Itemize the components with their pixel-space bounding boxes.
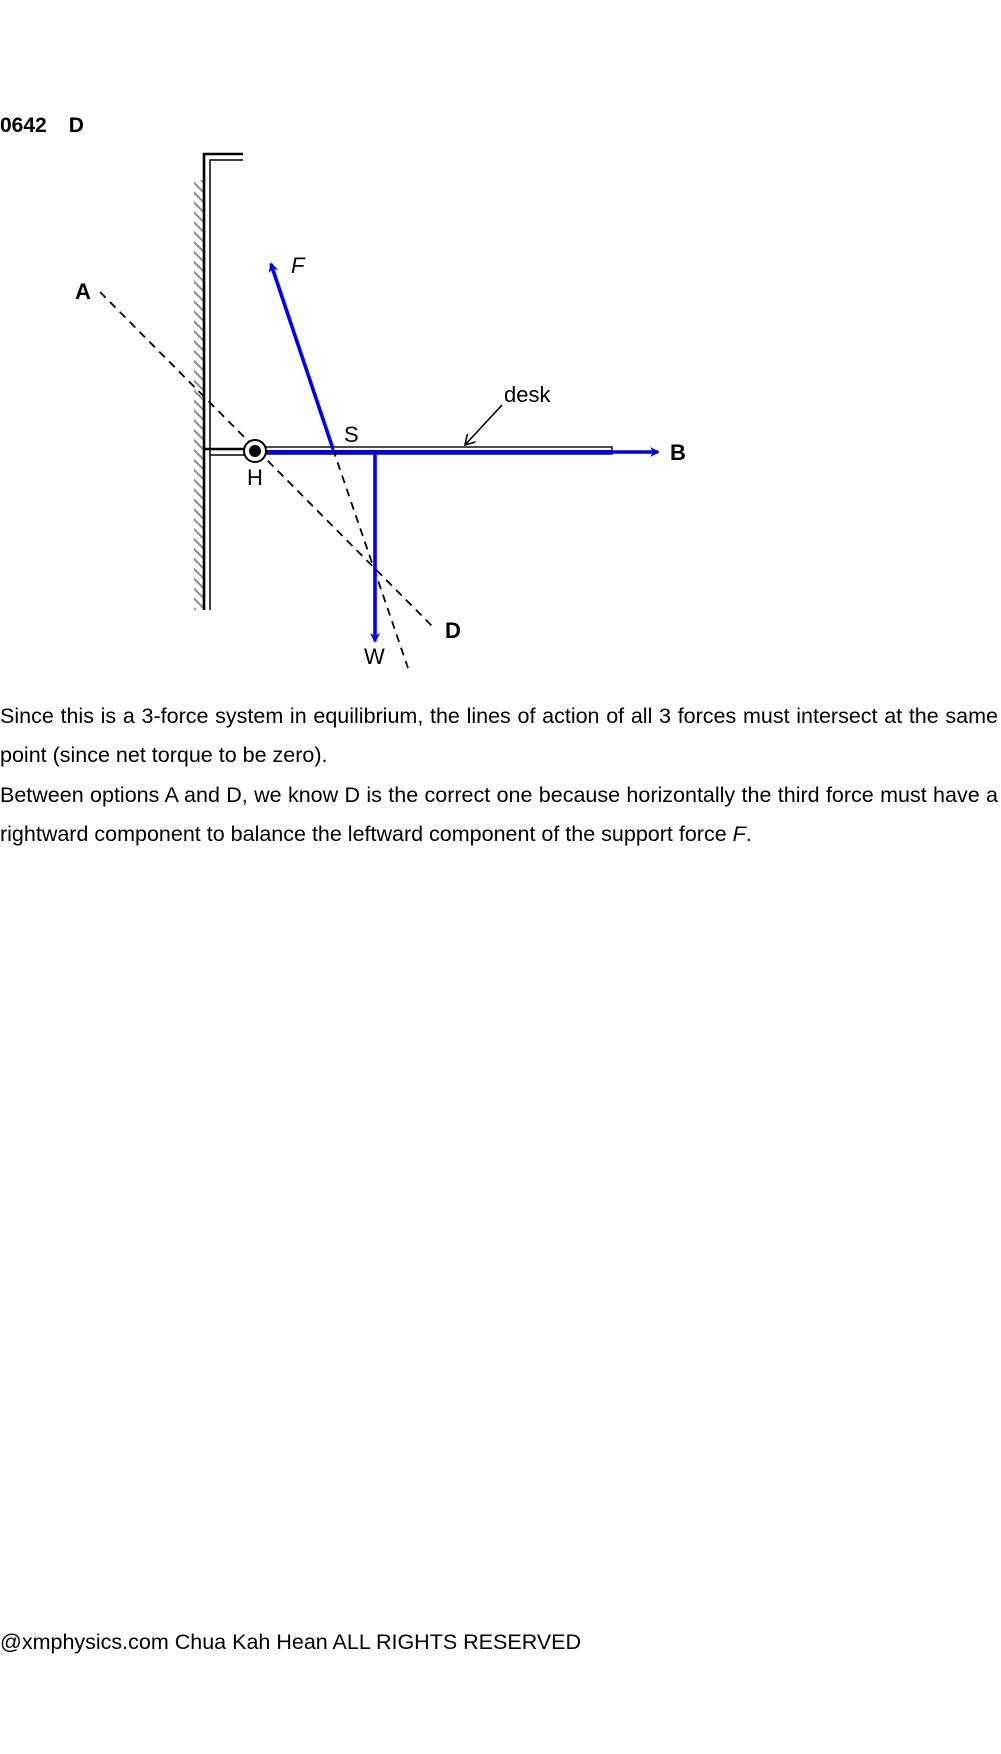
desk-pointer-arrow xyxy=(465,405,502,445)
line-of-action-a-d xyxy=(100,292,435,629)
line-of-action-f xyxy=(333,449,408,668)
explanation-paragraph-1: Since this is a 3-force system in equilibrium, the lines of action of all 3 forces must intersect at the same point (since net torque to be zero). xyxy=(0,704,998,767)
hinge-inner xyxy=(249,445,261,457)
label-option-a: A xyxy=(75,279,91,304)
label-w: W xyxy=(364,644,385,669)
explanation-p2-text: Between options A and D, we know D is the correct one because horizontally the third force must have a rightward component to balance the leftward component of the support force xyxy=(0,783,998,846)
explanation-p2-end: . xyxy=(745,822,752,846)
force-f-arrow xyxy=(271,264,333,449)
support-force-symbol: F xyxy=(732,822,746,846)
label-s: S xyxy=(344,422,359,447)
label-h: H xyxy=(247,465,263,490)
label-f: F xyxy=(291,253,305,278)
force-diagram xyxy=(0,0,1001,700)
explanation-paragraph-2 xyxy=(0,776,998,854)
label-option-d: D xyxy=(445,618,461,643)
question-number: 0642 xyxy=(0,114,47,137)
bracket-inner xyxy=(210,160,243,610)
label-option-b: B xyxy=(670,440,686,465)
copyright-footer: @xmphysics.com Chua Kah Hean ALL RIGHTS RESERVED xyxy=(0,1630,582,1654)
answer-letter: D xyxy=(68,114,84,137)
label-desk: desk xyxy=(504,382,551,407)
